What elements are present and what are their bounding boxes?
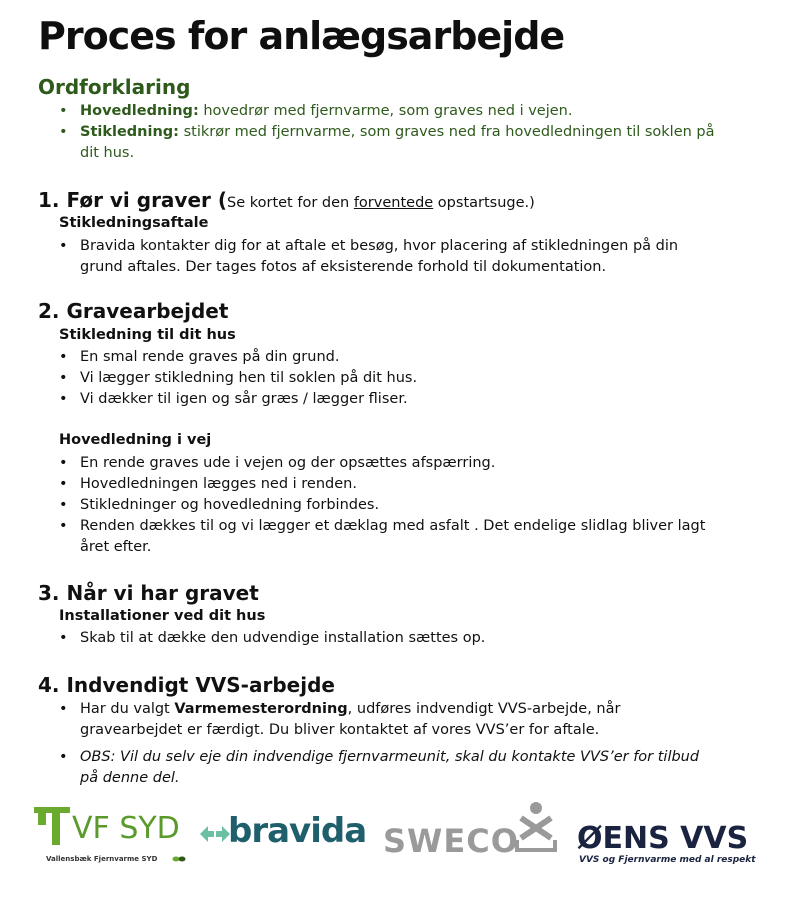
vf-syd-logo [32, 805, 182, 875]
glossary-item [59, 101, 719, 122]
section-1-note [227, 195, 535, 211]
section-1-list [59, 236, 709, 278]
sweco-figure-icon [513, 800, 559, 854]
section-4-heading: 4. Indvendigt VVS-arbejde [38, 673, 335, 697]
list-item: • En rende graves ude i vejen og der opsættes afspærring. [59, 453, 709, 474]
item-text: Har du valgt [80, 701, 175, 717]
bravida-logo [198, 811, 367, 860]
sweco-wordmark: SWECO [383, 822, 519, 860]
section-2-list-2 [59, 453, 709, 558]
partner-logos [0, 795, 800, 875]
list-item: • Renden dækkes til og vi lægger et dæklag med asfalt . Det endelige slidlag bliver lagt året efter. [59, 516, 709, 558]
section-1-title: 1. Før vi graver ( [38, 188, 227, 212]
list-item: • Vi dækker til igen og sår græs / lægger fliser. [59, 389, 709, 410]
oens-vvs-wordmark: ØENS VVS [577, 821, 749, 856]
note-text: Se kortet for den [227, 195, 354, 211]
section-1-subheading: Stikledningsaftale [59, 215, 209, 231]
list-item: • Hovedledningen lægges ned i renden. [59, 474, 709, 495]
section-2-subheading-1: Stikledning til dit hus [59, 327, 236, 343]
item-bold-term: Varmemesterordning [174, 701, 348, 717]
sweco-logo [383, 800, 563, 860]
section-2-list-1 [59, 347, 709, 410]
vf-leaf-icon [172, 855, 186, 863]
item-text: , udføres indvendigt VVS-arbejde, når gravearbejdet er færdigt. Du bliver kontaktet af vores VVS’er for aftale. [80, 701, 621, 738]
list-item: • En smal rende graves på din grund. [59, 347, 709, 368]
section-4-list-obs [59, 747, 709, 789]
list-item: • OBS: Vil du selv eje din indvendige fjernvarmeunit, skal du kontakte VVS’er for tilbud på denne del. [59, 747, 709, 789]
bravida-arrows-icon [198, 819, 232, 849]
oens-vvs-tagline: VVS og Fjernvarme med al respekt [579, 855, 756, 865]
glossary-term: Stikledning: [80, 124, 179, 140]
list-item: • Stikledninger og hovedledning forbindes. [59, 495, 709, 516]
glossary-definition: hovedrør med fjernvarme, som graves ned i vejen. [198, 103, 573, 119]
section-1-heading [38, 188, 535, 212]
glossary-term: Hovedledning: [80, 103, 199, 119]
section-3-list [59, 628, 709, 649]
page-title: Proces for anlægsarbejde [38, 14, 565, 58]
section-3-heading: 3. Når vi har gravet [38, 581, 259, 605]
note-underlined: forventede [353, 195, 434, 211]
vf-syd-mark-icon [32, 805, 72, 847]
glossary-heading: Ordforklaring [38, 75, 191, 99]
vf-syd-wordmark: VF SYD [72, 811, 180, 846]
bravida-wordmark: bravida [228, 811, 367, 851]
section-2-subheading-2: Hovedledning i vej [59, 432, 212, 448]
oens-vvs-logo [577, 821, 756, 868]
section-4-list [59, 699, 709, 741]
glossary-list [59, 101, 719, 164]
glossary-definition: stikrør med fjernvarme, som graves ned fra hovedledningen til soklen på dit hus. [80, 124, 715, 161]
list-item: • Bravida kontakter dig for at aftale et besøg, hvor placering af stikledningen på din grund aftales. Der tages fotos af eksisterende forhold til dokumentation. [59, 236, 709, 278]
list-item: • Vi lægger stikledning hen til soklen på dit hus. [59, 368, 709, 389]
section-2-heading: 2. Gravearbejdet [38, 299, 229, 323]
note-text: opstartsuge.) [433, 195, 535, 211]
glossary-item [59, 122, 719, 164]
vf-syd-tagline: Vallensbæk Fjernvarme SYD [46, 855, 158, 863]
list-item [59, 699, 709, 741]
section-3-subheading: Installationer ved dit hus [59, 608, 266, 624]
list-item: • Skab til at dække den udvendige installation sættes op. [59, 628, 709, 649]
